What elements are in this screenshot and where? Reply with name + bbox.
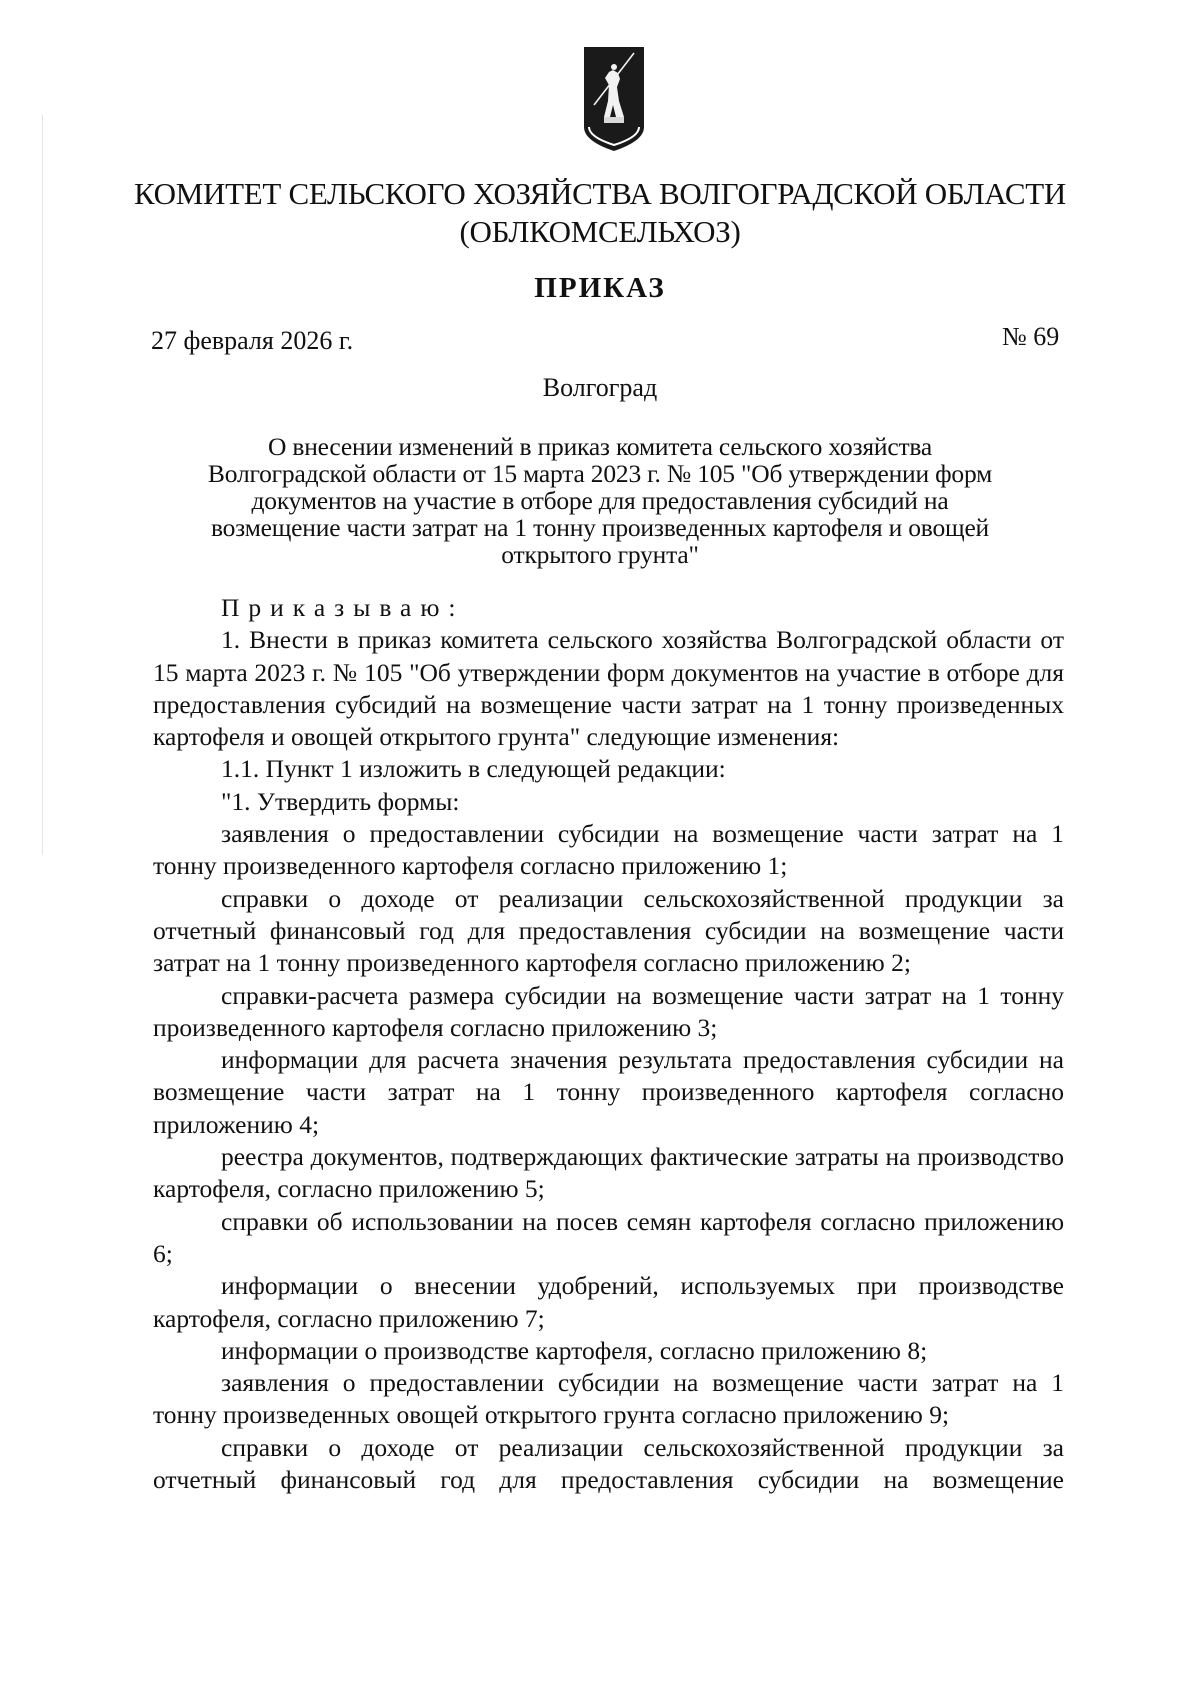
paragraph: 1.1. Пункт 1 изложить в следующей редакции: <box>221 754 726 784</box>
list-item: реестра документов, подтверждающих фактические затраты на производство картофеля, согласно приложению 5; <box>153 1142 1064 1204</box>
subject-line: открытого грунта" <box>501 540 699 569</box>
document-city: Волгоград <box>542 373 658 402</box>
document-number: № 69 <box>1002 322 1060 351</box>
org-name-line: КОМИТЕТ СЕЛЬСКОГО ХОЗЯЙСТВА ВОЛГОГРАДСКОЙ ОБЛАСТИ <box>134 176 1066 211</box>
subject-line: документов на участие в отборе для предоставления субсидий на <box>251 486 949 515</box>
organization-name <box>0 175 1200 251</box>
list-item: справки о доходе от реализации сельскохозяйственной продукции за отчетный финансовый год для предоставления субсидии на возмещение части затрат на 1 тонну произведенного картофеля согласно приложению 2; <box>153 883 1064 978</box>
document-type: ПРИКАЗ <box>534 272 666 304</box>
order-word: Приказываю: <box>221 593 465 622</box>
list-item: заявления о предоставлении субсидии на возмещение части затрат на 1 тонну произведенного картофеля согласно приложению 1; <box>153 819 1064 881</box>
document-date: 27 февраля 2026 г. <box>151 326 354 355</box>
list-item: справки-расчета размера субсидии на возмещение части затрат на 1 тонну произведенного картофеля согласно приложению 3; <box>153 980 1064 1042</box>
volgograd-coat-of-arms-icon <box>580 45 648 153</box>
list-item: информации для расчета значения результата предоставления субсидии на возмещение части затрат на 1 тонну произведенного картофеля согласно приложению 4; <box>153 1045 1064 1139</box>
document-body <box>153 592 1064 1496</box>
subject-line: Волгоградской области от 15 марта 2023 г. № 105 "Об утверждении форм <box>207 459 993 488</box>
list-item: информации о внесении удобрений, используемых при производстве картофеля, согласно приложению 7; <box>153 1271 1064 1333</box>
list-item: информации о производстве картофеля, согласно приложению 8; <box>221 1335 928 1365</box>
subject-line: О внесении изменений в приказ комитета сельского хозяйства <box>267 432 933 461</box>
org-short-name: (ОБЛКОМСЕЛЬХОЗ) <box>459 214 741 249</box>
list-item: справки о доходе от реализации сельскохозяйственной продукции за отчетный финансовый год для предоставления субсидии на возмещение <box>153 1432 1064 1495</box>
paragraph: 1. Внести в приказ комитета сельского хозяйства Волгоградской области от 15 марта 2023 г. № 105 "Об утверждении форм документов на участие в отборе для предоставления субсидий на возмещение части затрат на 1 тонну произведенных картофеля и овощей открытого грунта" следующие изменения: <box>153 625 1064 752</box>
list-item: заявления о предоставлении субсидии на возмещение части затрат на 1 тонну произведенных овощей открытого грунта согласно приложению 9; <box>153 1368 1064 1430</box>
document-subject <box>140 433 1060 568</box>
paragraph: "1. Утвердить формы: <box>221 786 460 816</box>
list-item: справки об использовании на посев семян картофеля согласно приложению 6; <box>153 1206 1064 1268</box>
subject-line: возмещение части затрат на 1 тонну произведенных картофеля и овощей <box>210 513 990 542</box>
